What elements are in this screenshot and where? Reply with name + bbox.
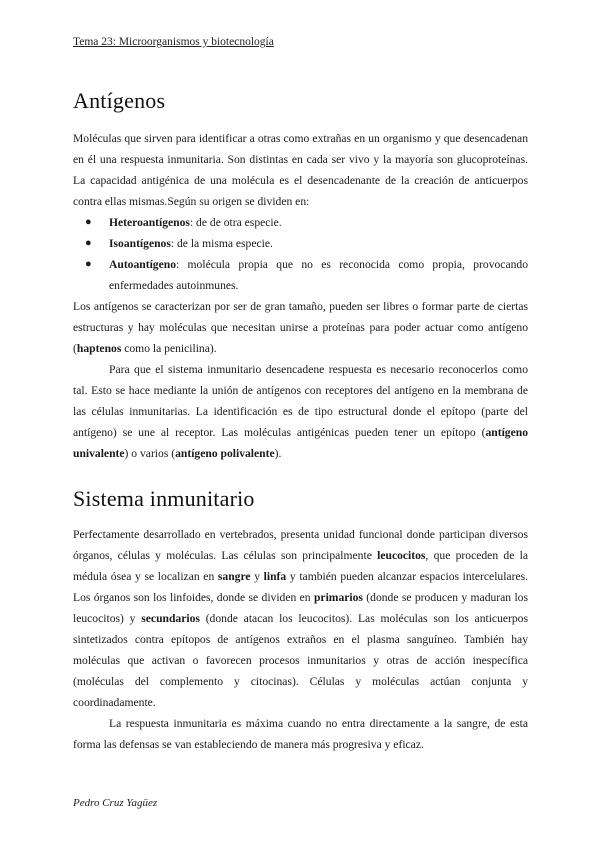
sistema-paragraph-1 <box>73 524 528 713</box>
bullet-icon: ● <box>85 258 92 270</box>
section-title-sistema-inmunitario: Sistema inmunitario <box>73 486 255 511</box>
antigenos-paragraph-3 <box>73 359 528 464</box>
list-item-term: Heteroantígenos <box>109 216 190 229</box>
footer-author: Pedro Cruz Yagüez <box>73 797 158 809</box>
running-header: Tema 23: Microorganismos y biotecnología <box>73 36 274 48</box>
text-run: , que proceden de la médula ósea y se localizan en <box>73 549 528 583</box>
text-run: y también pueden alcanzar espacios intercelulares. Los órganos son los linfoides, donde se dividen en <box>73 570 528 604</box>
antigenos-paragraph-1: Moléculas que sirven para identificar a otras como extrañas en un organismo y que desencadenan en él una respuesta inmunitaria. Son distintas en cada ser vivo y la mayoría son glucoproteínas. La capacidad antigénica de una molécula es el desencadenante de la creación de anticuerpos contra ellas mismas.Según su origen se dividen en: <box>73 132 528 208</box>
list-item <box>73 254 528 296</box>
text-run: (donde atacan los leucocitos). Las moléculas son los anticuerpos sintetizados contra epítopos de antígenos extraños en el plasma sanguíneo. También hay moléculas que activan o favorecen procesos inmunitarios y otras de acción inespecífica (moléculas del complemento y citocinas). Células y moléculas actúan conjunta y coordinadamente. <box>73 612 528 709</box>
term-linfa: linfa <box>263 570 287 583</box>
list-item-term: Isoantígenos <box>109 237 171 250</box>
antigenos-paragraph-2 <box>73 296 528 359</box>
term-antigeno-polivalente: antígeno polivalente <box>175 447 275 460</box>
bullet-icon: ● <box>85 237 92 249</box>
list-item-desc: : de de otra especie. <box>189 216 282 229</box>
term-leucocitos: leucocitos <box>377 549 426 562</box>
text-run: como la penicilina). <box>121 342 217 355</box>
antigen-origin-list <box>73 212 528 296</box>
term-haptenos: haptenos <box>76 342 122 355</box>
term-sangre: sangre <box>217 570 251 583</box>
text-run: Perfectamente desarrollado en vertebrados, presenta unidad funcional donde participan diversos órganos, células y moléculas. Las células son principalmente <box>73 528 528 562</box>
sistema-paragraph-2: La respuesta inmunitaria es máxima cuando no entra directamente a la sangre, de esta forma las defensas se van estableciendo de manera más progresiva y eficaz. <box>73 717 528 751</box>
text-run: y <box>250 570 264 583</box>
list-item-desc: : molécula propia que no es reconocida como propia, provocando enfermedades autoinmunes. <box>109 258 528 292</box>
text-run: (donde se producen y maduran los leucocitos) y <box>73 591 528 625</box>
list-item-desc: : de la misma especie. <box>170 237 273 250</box>
text-run: ) o varios ( <box>124 447 176 460</box>
term-secundarios: secundarios <box>141 612 200 625</box>
term-antigeno-univalente: antígeno univalente <box>73 426 528 460</box>
text-run: ). <box>274 447 282 460</box>
list-item <box>73 233 528 254</box>
text-run: Los antígenos se caracterizan por ser de gran tamaño, pueden ser libres o formar parte de ciertas estructuras y hay moléculas que necesitan unirse a proteínas para poder actuar como antígeno ( <box>73 300 528 355</box>
term-primarios: primarios <box>313 591 363 604</box>
page-content <box>73 88 528 755</box>
list-item <box>73 212 528 233</box>
bullet-icon: ● <box>85 216 92 228</box>
text-run: Para que el sistema inmunitario desencadene respuesta es necesario reconocerlos como tal. Esto se hace mediante la unión de antígenos con receptores del antígeno en la membrana de las células inmunitarias. La identificación es de tipo estructural donde el epítopo (parte del antígeno) se une al receptor. Las moléculas antigénicas pueden tener un epítopo ( <box>73 363 528 439</box>
list-item-term: Autoantígeno <box>109 258 176 271</box>
section-title-antigenos: Antígenos <box>73 88 166 113</box>
